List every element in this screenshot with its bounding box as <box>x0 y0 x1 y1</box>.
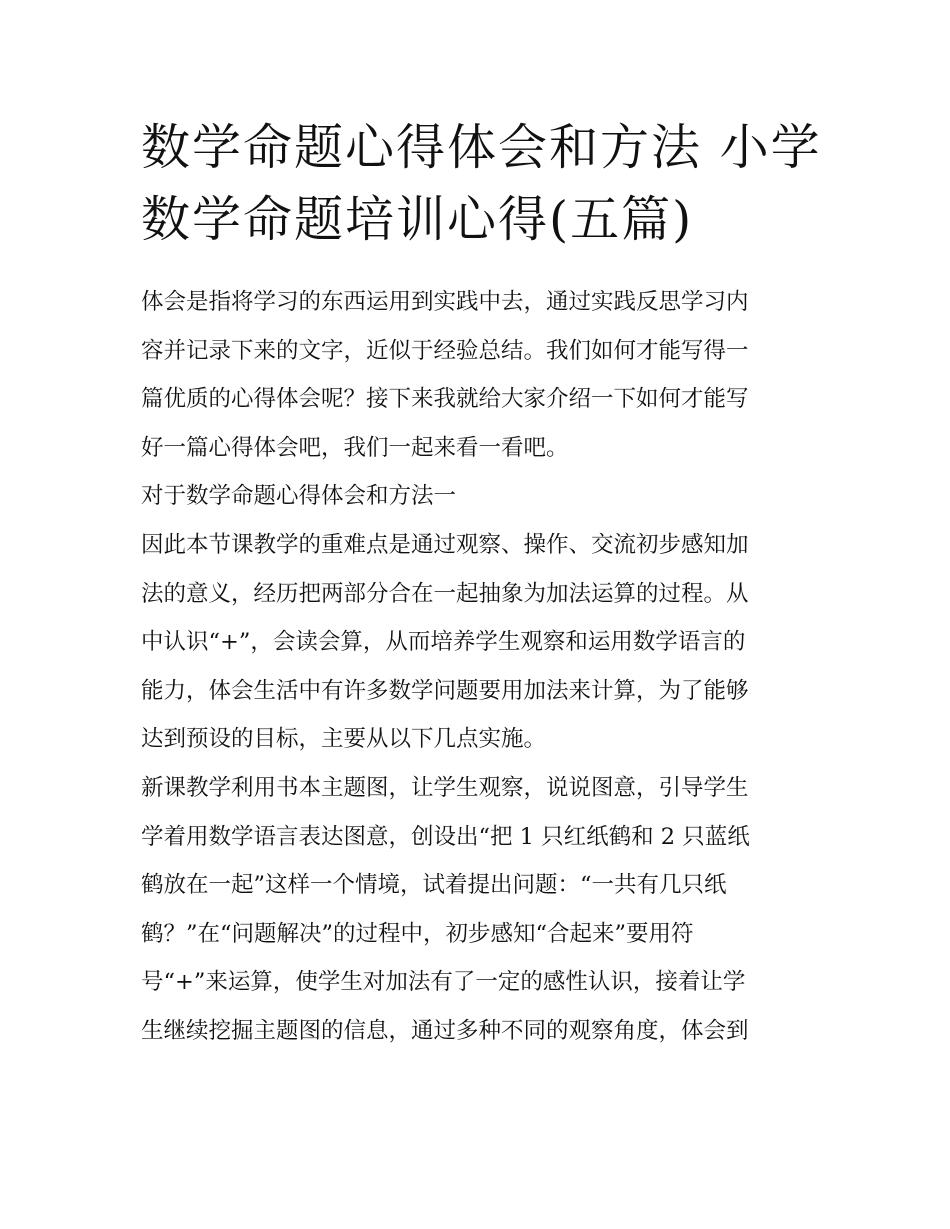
body-line: 号“+”来运算，使学生对加法有了一定的感性认识，接着让学 <box>141 969 746 996</box>
body-line: 达到预设的目标，主要从以下几点实施。 <box>141 726 547 753</box>
body-line: 好一篇心得体会吧，我们一起来看一看吧。 <box>141 434 569 461</box>
section-heading: 对于数学命题心得体会和方法一 <box>141 483 457 510</box>
body-line: 因此本节课教学的重难点是通过观察、操作、交流初步感知加 <box>141 531 749 558</box>
body-line: 容并记录下来的文字，近似于经验总结。我们如何才能写得一 <box>141 337 749 364</box>
body-line: 新课教学利用书本主题图，让学生观察，说说图意，引导学生 <box>141 774 749 801</box>
body-line: 学着用数学语言表达图意，创设出“把 1 只红纸鹤和 2 只蓝纸 <box>141 823 750 850</box>
body-line: 能力，体会生活中有许多数学问题要用加法来计算，为了能够 <box>141 677 749 704</box>
body-line: 鹤？”在“问题解决”的过程中，初步感知“合起来”要用符 <box>141 920 694 947</box>
body-line: 中认识“+”，会读会算，从而培养学生观察和运用数学语言的 <box>141 629 746 656</box>
document-body <box>141 278 816 1056</box>
title-line: 数学命题培训心得(五篇) <box>141 191 694 248</box>
document-title <box>141 112 821 256</box>
body-line: 生继续挖掘主题图的信息，通过多种不同的观察角度，体会到 <box>141 1017 749 1044</box>
body-line: 法的意义，经历把两部分合在一起抽象为加法运算的过程。从 <box>141 580 749 607</box>
body-line: 鹤放在一起”这样一个情境，试着提出问题：“一共有几只纸 <box>141 872 727 899</box>
title-line: 数学命题心得体会和方法 小学 <box>141 119 822 176</box>
body-line: 篇优质的心得体会呢？接下来我就给大家介绍一下如何才能写 <box>141 386 749 413</box>
body-line: 体会是指将学习的东西运用到实践中去，通过实践反思学习内 <box>141 289 749 315</box>
